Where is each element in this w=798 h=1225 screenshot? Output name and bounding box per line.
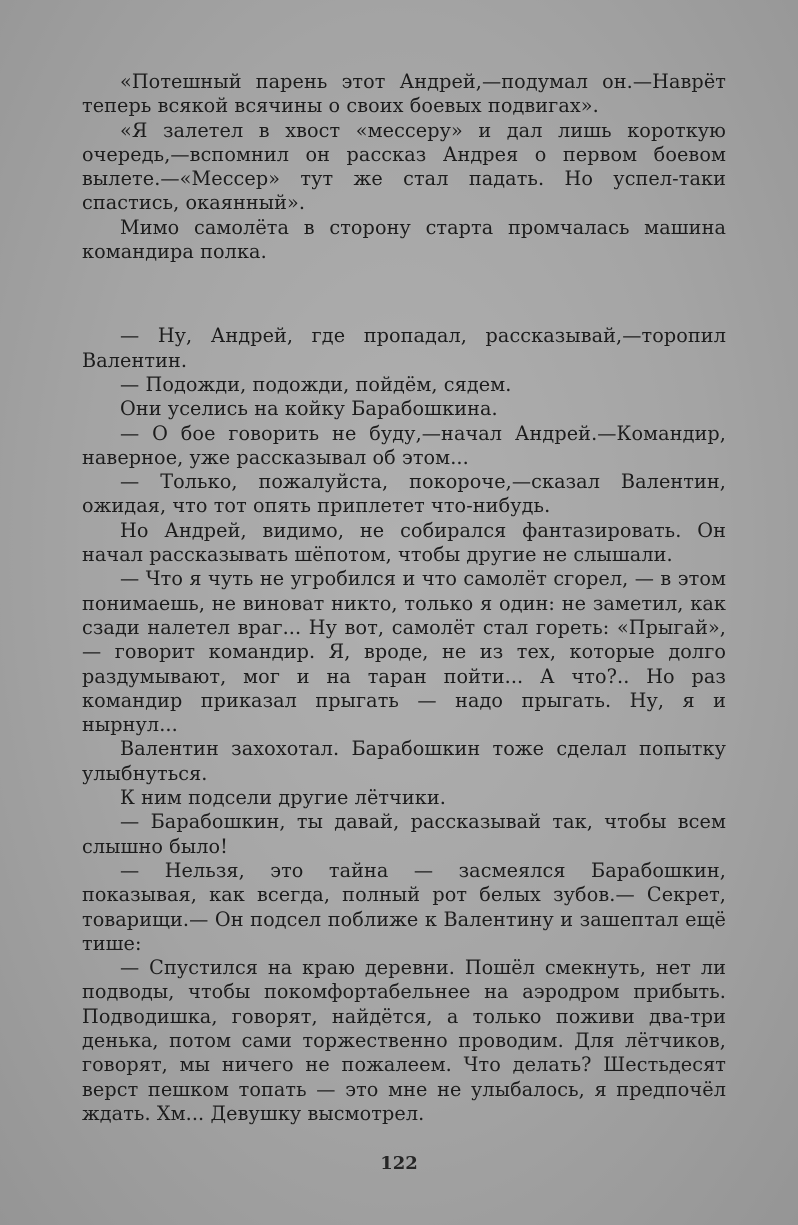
paragraph: Они уселись на койку Барабошкина. [120,397,498,421]
paragraph: — Спустился на краю деревни. Пошёл смекнуть, нет ли подводы, чтобы покомфортабельнее на аэродром прибыть. Подводишка, говорят, найдётся, а только поживи два-три денька, потом сами торжественно проводим. Для лётчиков, говорят, мы ничего не пожалеем. Что делать? Шестьдесят верст пешком топать — это мне не улыбалось, я предпочёл ждать. Хм... Девушку высмотрел. [82,956,726,1125]
text-block-top [82,70,726,264]
paragraph: — Ну, Андрей, где пропадал, рассказывай,—торопил Валентин. [82,324,726,372]
paragraph: Валентин захохотал. Барабошкин тоже сделал попытку улыбнуться. [82,737,726,785]
paragraph: — Барабошкин, ты давай, рассказывай так, чтобы всем слышно было! [82,810,726,858]
paragraph: — Что я чуть не угробился и что самолёт сгорел, — в этом понимаешь, не виноват никто, только я один: не заметил, как сзади налетел враг... Ну вот, самолёт стал гореть: «Прыгай», — говорит командир. Я, вроде, не из тех, которые долго раздумывают, мог и на таран пойти... А что?.. Но раз командир приказал прыгать — надо прыгать. Ну, я и нырнул... [82,567,726,737]
paragraph: — Нельзя, это тайна — засмеялся Барабошкин, показывая, как всегда, полный рот белых зубов.— Секрет, товарищи.— Он подсел поближе к Валентину и зашептал ещё тише: [82,858,726,955]
paragraph: Мимо самолёта в сторону старта промчалась машина командира полка. [82,215,726,264]
paragraph: — Подожди, подожди, пойдём, сядем. [120,372,512,396]
paragraph: — Только, пожалуйста, покороче,—сказал Валентин, ожидая, что тот опять приплетет что-нибудь. [82,470,726,518]
page-number: 122 [380,1153,418,1174]
paragraph: Но Андрей, видимо, не собирался фантазировать. Он начал рассказывать шёпотом, чтобы другие не слышали. [82,518,726,567]
paragraph: «Я залетел в хвост «мессеру» и дал лишь короткую очередь,—вспомнил он рассказ Андрея о первом боевом вылете.—«Мессер» тут же стал падать. Но успел-таки спастись, окаянный». [82,118,726,215]
section-break [82,264,726,324]
paragraph: «Потешный парень этот Андрей,—подумал он.—Наврёт теперь всякой всячины о своих боевых подвигах». [82,70,726,118]
paragraph: — О бое говорить не буду,—начал Андрей.—Командир, наверное, уже рассказывал об этом... [82,421,726,469]
paragraph: К ним подсели другие лётчики. [120,786,446,810]
text-block-main [82,324,726,1126]
